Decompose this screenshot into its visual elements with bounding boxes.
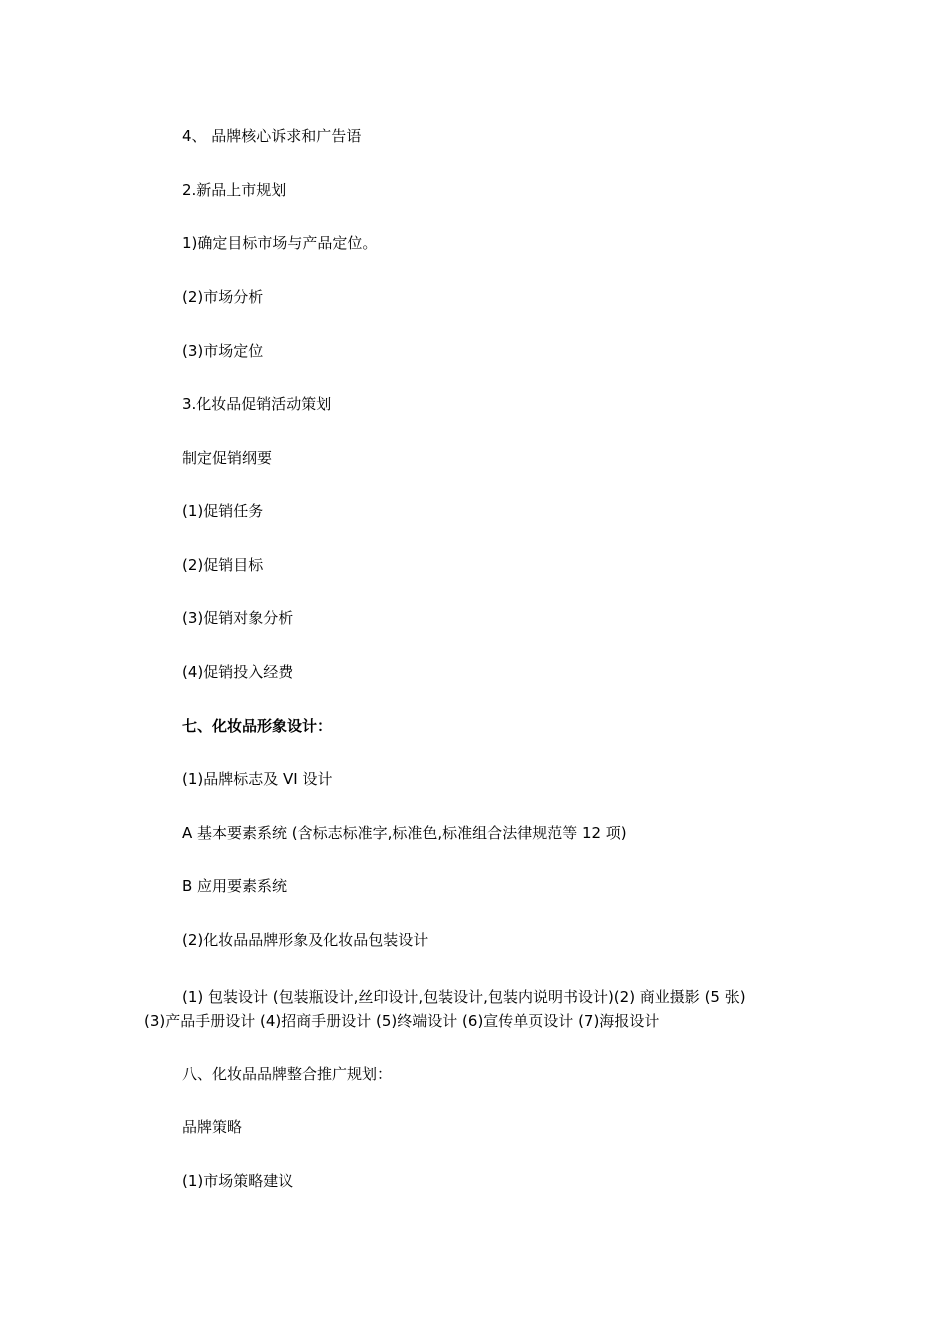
text-line: 制定促销纲要 bbox=[182, 449, 273, 467]
text-line: 品牌策略 bbox=[182, 1118, 243, 1136]
text-line: (2)化妆品品牌形象及化妆品包装设计 bbox=[182, 931, 429, 949]
text-line: 3.化妆品促销活动策划 bbox=[182, 395, 332, 413]
design-items-paragraph bbox=[144, 985, 804, 1033]
text-line: (4)促销投入经费 bbox=[182, 663, 294, 681]
text-line: (1)促销任务 bbox=[182, 502, 264, 520]
section-heading: 七、化妆品形象设计： bbox=[182, 717, 333, 735]
text-line: (2)市场分析 bbox=[182, 288, 264, 306]
section-heading: 八、化妆品品牌整合推广规划： bbox=[182, 1065, 393, 1083]
text-line: 1)确定目标市场与产品定位。 bbox=[182, 234, 378, 252]
text-line: B 应用要素系统 bbox=[182, 877, 288, 895]
text-line: (3)市场定位 bbox=[182, 342, 264, 360]
text-line: (1)品牌标志及 VI 设计 bbox=[182, 770, 333, 788]
text-line: (1)市场策略建议 bbox=[182, 1172, 294, 1190]
paragraph-line: (3)产品手册设计 (4)招商手册设计 (5)终端设计 (6)宣传单页设计 (7)海报设计 bbox=[144, 1012, 660, 1030]
paragraph-line: (1) 包装设计 (包装瓶设计,丝印设计,包装设计,包装内说明书设计)(2) 商业摄影 (5 张) bbox=[182, 988, 746, 1006]
text-line: 4、 品牌核心诉求和广告语 bbox=[182, 127, 362, 145]
text-line: (3)促销对象分析 bbox=[182, 609, 294, 627]
text-line: A 基本要素系统 (含标志标准字,标准色,标准组合法律规范等 12 项) bbox=[182, 824, 627, 842]
text-line: (2)促销目标 bbox=[182, 556, 264, 574]
text-line: 2.新品上市规划 bbox=[182, 181, 287, 199]
